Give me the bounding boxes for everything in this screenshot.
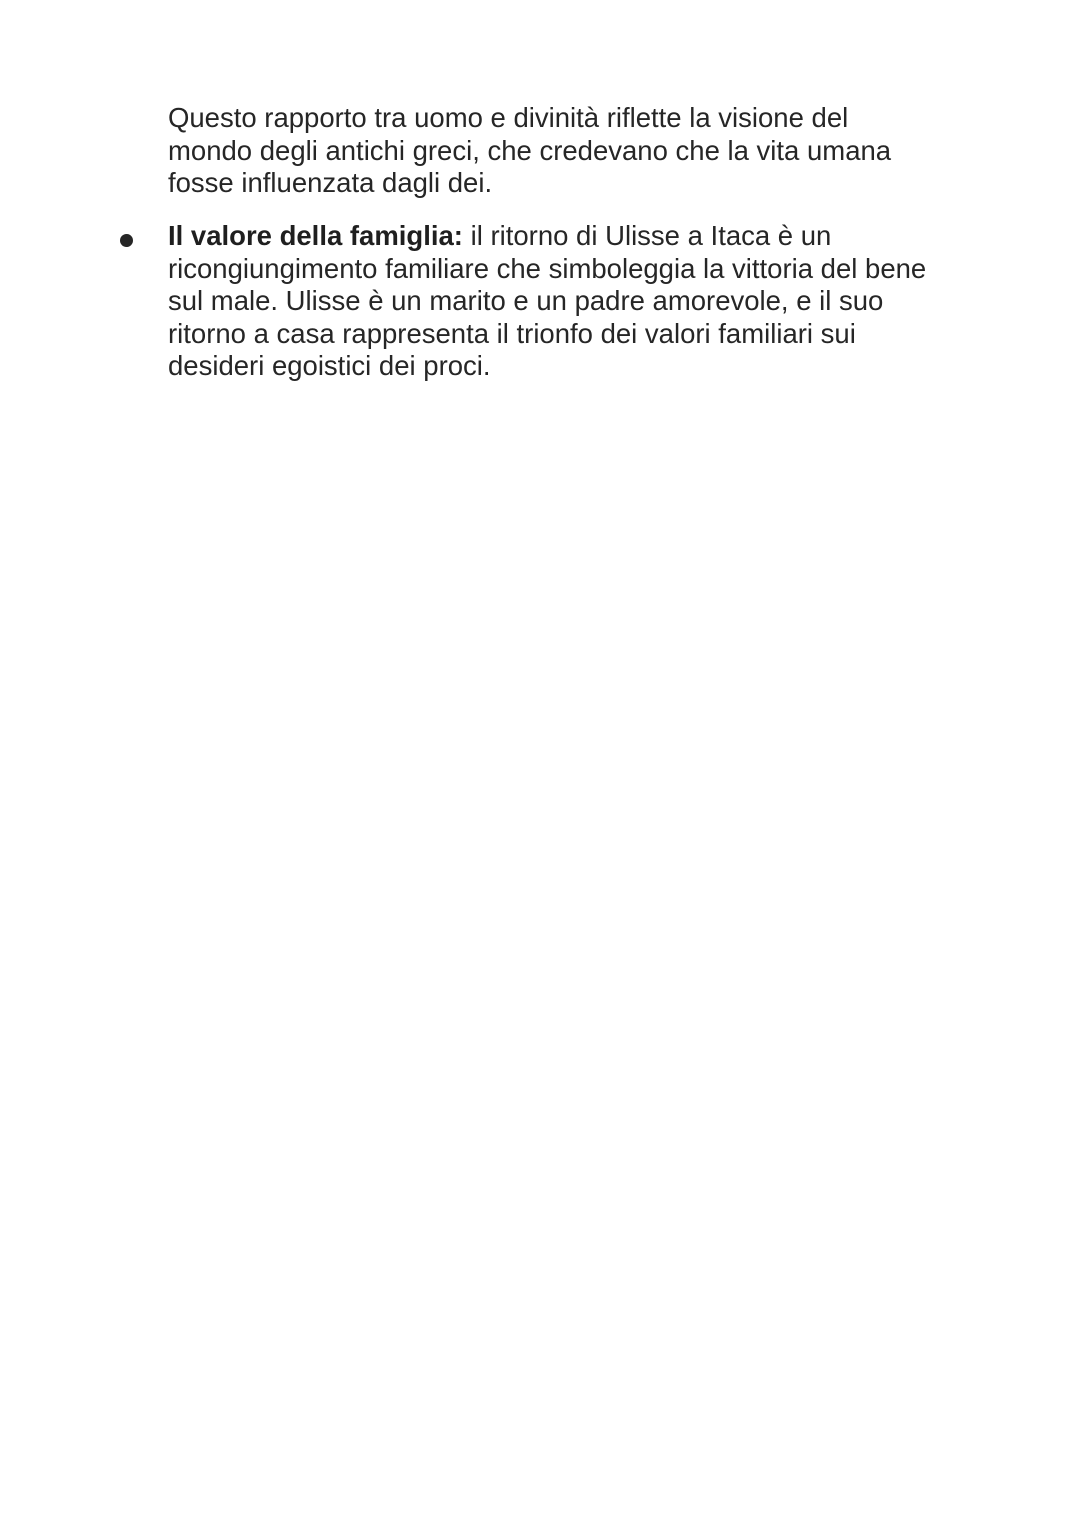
paragraph-continuation (168, 102, 1008, 200)
bullet-line: desideri egoistici dei proci. (168, 350, 491, 381)
bullet-first-line (168, 220, 1008, 253)
bullet-line: ricongiungimento familiare che simboleggia la vittoria del bene (168, 252, 927, 284)
bullet-line: sul male. Ulisse è un marito e un padre amorevole, e il suo (168, 285, 884, 316)
bullet-dot-icon (120, 234, 133, 247)
bullet-list-item (168, 220, 1008, 383)
bullet-line: ritorno a casa rappresenta il trionfo dei valori familiari sui (168, 317, 856, 349)
paragraph-line: fosse influenzata dagli dei. (168, 167, 493, 198)
bullet-term: Il valore della famiglia: (168, 220, 463, 251)
bullet-first-line-text: il ritorno di Ulisse a Itaca è un (462, 220, 832, 251)
paragraph-line: Questo rapporto tra uomo e divinità riflette la visione del (168, 102, 849, 133)
paragraph-line: mondo degli antichi greci, che credevano che la vita umana (168, 134, 892, 166)
